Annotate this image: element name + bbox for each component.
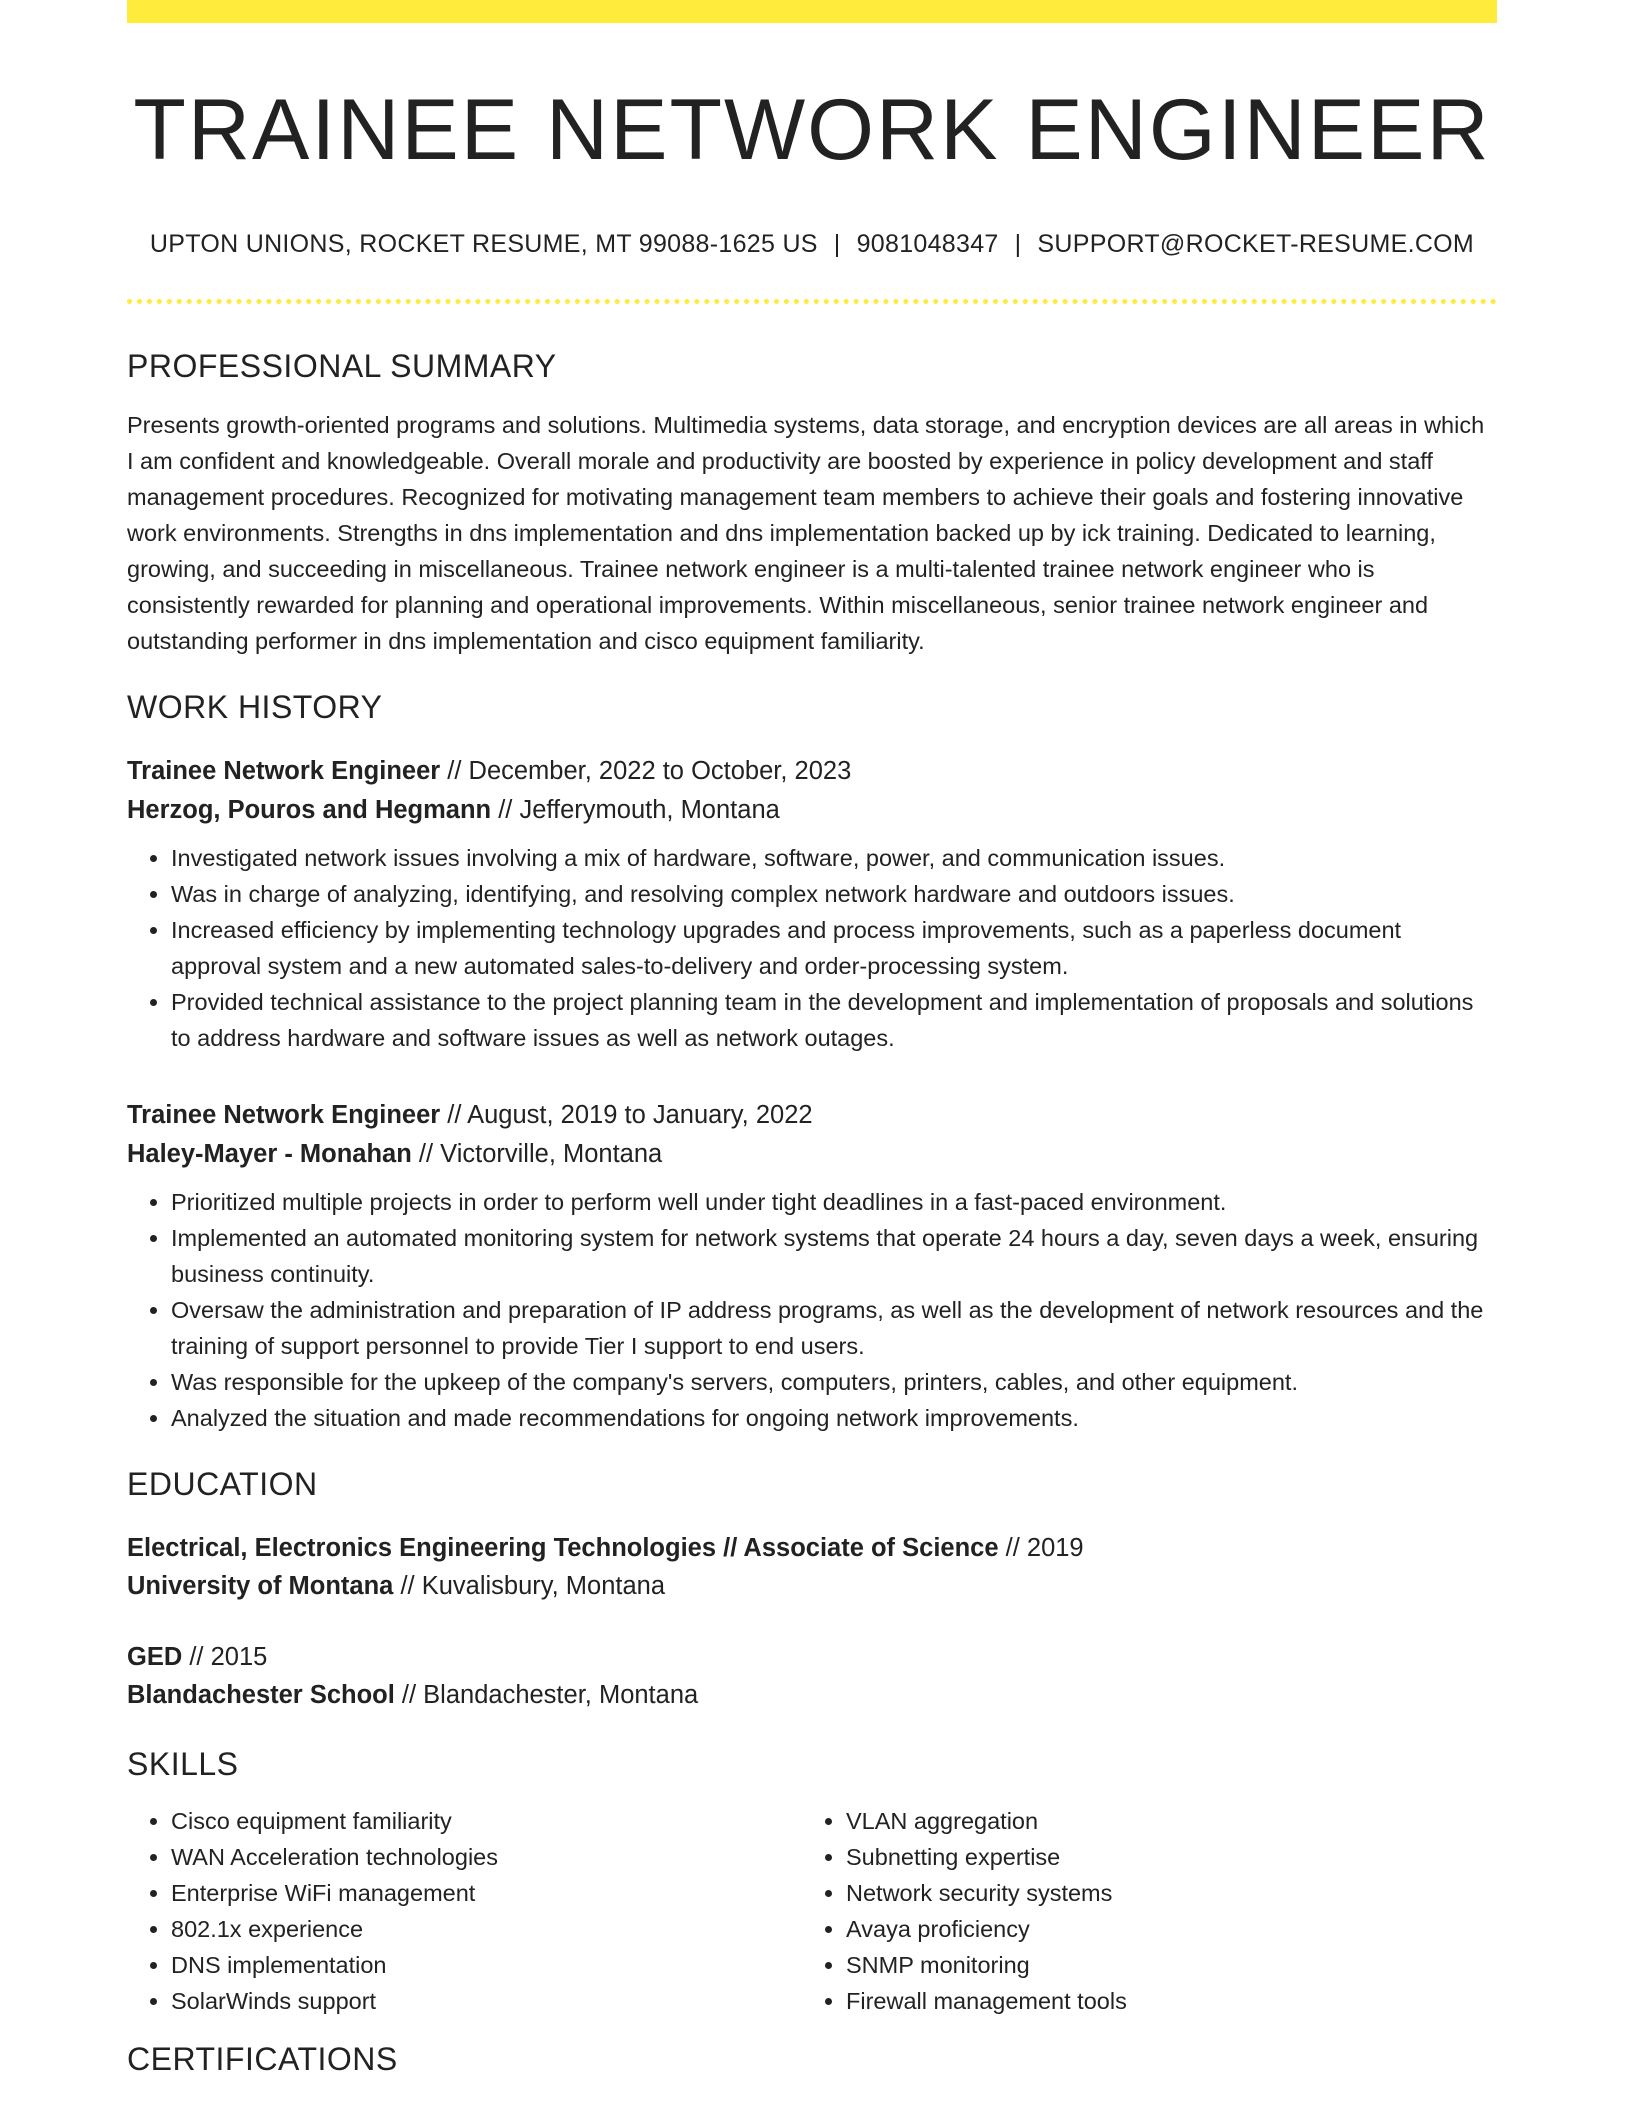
education-location: // Blandachester, Montana <box>394 1681 699 1710</box>
job-role: Trainee Network Engineer <box>127 1101 441 1130</box>
contact-address: UPTON UNIONS, ROCKET RESUME, MT 99088-1625 US <box>149 230 818 259</box>
education-school: Blandachester School <box>127 1681 395 1710</box>
list-item: • Implemented an automated monitoring system for network systems that operate 24 hours a day, seven days a week, ensuring business continuity. <box>171 1220 1497 1292</box>
list-item: • DNS implementation <box>171 1947 802 1983</box>
contact-separator: | <box>833 230 841 259</box>
job-title-line <box>127 1096 1497 1135</box>
education-location: // Kuvalisbury, Montana <box>393 1572 666 1601</box>
education-school-line <box>127 1676 1497 1714</box>
job-entry <box>127 1096 1497 1436</box>
job-company-line <box>127 791 1497 830</box>
contact-line <box>127 230 1497 259</box>
summary-heading: PROFESSIONAL SUMMARY <box>127 348 557 385</box>
job-entry <box>127 752 1497 1056</box>
contact-separator: | <box>1014 230 1022 259</box>
work-history-heading: WORK HISTORY <box>127 689 383 726</box>
job-company: Herzog, Pouros and Hegmann <box>127 796 492 825</box>
list-item: • Enterprise WiFi management <box>171 1875 802 1911</box>
job-company: Haley-Mayer - Monahan <box>127 1140 412 1169</box>
list-item: • 802.1x experience <box>171 1911 802 1947</box>
list-item: • Oversaw the administration and preparation of IP address programs, as well as the development of network resources and the training of support personnel to provide Tier I support to end users. <box>171 1292 1497 1364</box>
education-entry <box>127 1529 1497 1605</box>
job-dates: // December, 2022 to October, 2023 <box>440 757 852 786</box>
list-item: • SNMP monitoring <box>846 1947 1477 1983</box>
education-heading: EDUCATION <box>127 1466 318 1503</box>
job-role: Trainee Network Engineer <box>127 757 441 786</box>
education-school-line <box>127 1567 1497 1605</box>
page-title: TRAINEE NETWORK ENGINEER <box>133 82 1491 178</box>
list-item: • Investigated network issues involving a mix of hardware, software, power, and communication issues. <box>171 840 1497 876</box>
summary-text: Presents growth-oriented programs and solutions. Multimedia systems, data storage, and encryption devices are all areas in which I am confident and knowledgeable. Overall morale and productivity are boosted by experience in policy development and staff management procedures. Recognized for motivating management team members to achieve their goals and fostering innovative work environments. Strengths in dns implementation and dns implementation backed up by ick training. Dedicated to learning, growing, and succeeding in miscellaneous. Trainee network engineer is a multi-talented trainee network engineer who is consistently rewarded for planning and operational improvements. Within miscellaneous, senior trainee network engineer and outstanding performer in dns implementation and cisco equipment familiarity. <box>127 412 1485 655</box>
list-item: • VLAN aggregation <box>846 1803 1477 1839</box>
skills-list-right <box>802 1803 1477 2019</box>
accent-bar <box>127 0 1497 23</box>
education-year: // 2015 <box>182 1643 268 1672</box>
education-degree-line <box>127 1638 1497 1676</box>
education-school: University of Montana <box>127 1572 394 1601</box>
list-item: • Increased efficiency by implementing technology upgrades and process improvements, such as a paperless document approval system and a new automated sales-to-delivery and order-processing system. <box>171 912 1497 984</box>
resume-page <box>127 0 1497 2078</box>
list-item: • Provided technical assistance to the project planning team in the development and implementation of proposals and solutions to address hardware and software issues as well as network outages. <box>171 984 1497 1056</box>
education-entry <box>127 1638 1497 1714</box>
certifications-heading: CERTIFICATIONS <box>127 2041 398 2078</box>
education-year: // 2019 <box>998 1534 1084 1563</box>
skills-columns <box>127 1803 1497 2019</box>
list-item: • Was responsible for the upkeep of the company's servers, computers, printers, cables, and other equipment. <box>171 1364 1497 1400</box>
job-bullets <box>127 1184 1497 1436</box>
list-item: • Analyzed the situation and made recommendations for ongoing network improvements. <box>171 1400 1497 1436</box>
list-item: • Was in charge of analyzing, identifying, and resolving complex network hardware and outdoors issues. <box>171 876 1497 912</box>
education-degree-line <box>127 1529 1497 1567</box>
list-item: • WAN Acceleration technologies <box>171 1839 802 1875</box>
skills-list-left <box>127 1803 802 2019</box>
list-item: • Avaya proficiency <box>846 1911 1477 1947</box>
list-item: • Firewall management tools <box>846 1983 1477 2019</box>
job-location: // Jefferymouth, Montana <box>491 796 780 825</box>
list-item: • Network security systems <box>846 1875 1477 1911</box>
job-dates: // August, 2019 to January, 2022 <box>440 1101 813 1130</box>
job-bullets <box>127 840 1497 1056</box>
job-company-line <box>127 1135 1497 1174</box>
job-location: // Victorville, Montana <box>411 1140 663 1169</box>
contact-email: SUPPORT@ROCKET-RESUME.COM <box>1037 230 1475 259</box>
list-item: • Cisco equipment familiarity <box>171 1803 802 1839</box>
skills-heading: SKILLS <box>127 1746 239 1783</box>
list-item: • SolarWinds support <box>171 1983 802 2019</box>
job-title-line <box>127 752 1497 791</box>
contact-phone: 9081048347 <box>856 230 999 259</box>
education-degree: GED <box>127 1643 183 1672</box>
dotted-divider <box>127 299 1497 304</box>
education-degree: Electrical, Electronics Engineering Technologies // Associate of Science <box>127 1534 999 1563</box>
list-item: • Subnetting expertise <box>846 1839 1477 1875</box>
list-item: • Prioritized multiple projects in order to perform well under tight deadlines in a fast-paced environment. <box>171 1184 1497 1220</box>
